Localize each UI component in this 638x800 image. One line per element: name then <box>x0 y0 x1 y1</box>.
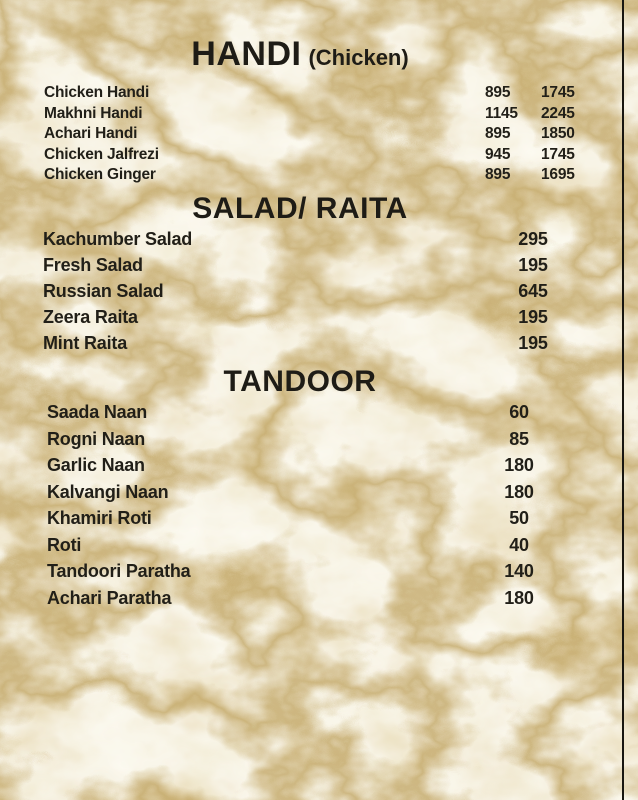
item-name: Chicken Handi <box>44 84 150 102</box>
item-name: Fresh Salad <box>43 255 143 275</box>
item-price: 85 <box>509 428 529 449</box>
salad-item-list <box>0 227 638 357</box>
item-price: 195 <box>518 333 548 353</box>
item-name: Zeera Raita <box>43 307 138 327</box>
tandoor-item-list <box>0 400 638 612</box>
item-price: 180 <box>504 587 534 608</box>
item-name: Chicken Ginger <box>44 166 156 184</box>
menu-item-row <box>0 400 638 427</box>
item-price-1: 1145 <box>485 104 518 122</box>
menu-item-row <box>0 83 638 104</box>
menu-item-row <box>0 124 638 145</box>
item-price: 40 <box>509 534 529 555</box>
item-name: Rogni Naan <box>47 428 146 449</box>
menu-item-row <box>0 532 638 559</box>
item-name: Roti <box>47 534 82 555</box>
menu-item-row <box>0 479 638 506</box>
item-name: Mint Raita <box>43 333 128 353</box>
item-price: 180 <box>504 481 534 502</box>
item-name: Garlic Naan <box>47 455 145 476</box>
menu-item-row <box>0 331 638 357</box>
section-title-salad-raita: SALAD/ RAITA <box>192 191 408 225</box>
item-name: Khamiri Roti <box>47 508 152 529</box>
item-price-2: 1745 <box>541 145 575 163</box>
item-price: 295 <box>518 229 548 249</box>
item-price-1: 895 <box>485 125 511 143</box>
item-name: Kachumber Salad <box>43 229 193 249</box>
item-price: 195 <box>518 255 548 275</box>
section-tandoor <box>0 364 638 612</box>
menu-item-row <box>0 426 638 453</box>
item-price-2: 1850 <box>541 125 575 143</box>
menu-item-row <box>0 253 638 279</box>
section-title-handi <box>0 34 600 78</box>
item-price-1: 945 <box>485 145 511 163</box>
item-price: 195 <box>518 307 548 327</box>
menu-item-row <box>0 165 638 186</box>
item-price: 50 <box>509 508 529 529</box>
item-price-1: 895 <box>485 166 511 184</box>
item-name: Russian Salad <box>43 281 164 301</box>
item-price: 140 <box>504 561 534 582</box>
menu-item-row <box>0 227 638 253</box>
menu-item-row <box>0 585 638 612</box>
item-price-2: 1745 <box>541 84 575 102</box>
item-price: 60 <box>509 402 529 423</box>
item-name: Tandoori Paratha <box>47 561 191 582</box>
item-name: Achari Handi <box>44 125 138 143</box>
item-price-1: 895 <box>485 84 511 102</box>
item-price: 645 <box>518 281 548 301</box>
section-subtitle-chicken: (Chicken) <box>308 45 409 70</box>
item-price: 180 <box>504 455 534 476</box>
item-name: Saada Naan <box>47 402 148 423</box>
section-salad-raita <box>0 191 638 357</box>
menu-item-row <box>0 279 638 305</box>
item-name: Kalvangi Naan <box>47 481 169 502</box>
handi-item-list <box>0 83 638 186</box>
item-name: Chicken Jalfrezi <box>44 145 159 163</box>
menu-item-row <box>0 104 638 125</box>
item-name: Achari Paratha <box>47 587 172 608</box>
section-title-tandoor: TANDOOR <box>223 364 377 398</box>
menu-item-row <box>0 145 638 166</box>
menu-item-row <box>0 453 638 480</box>
item-name: Makhni Handi <box>44 104 143 122</box>
section-handi <box>0 34 638 186</box>
menu-item-row <box>0 305 638 331</box>
menu-item-row <box>0 559 638 586</box>
item-price-2: 1695 <box>541 166 575 184</box>
menu-item-row <box>0 506 638 533</box>
section-title-handi-text: HANDI <box>191 35 302 73</box>
item-price-2: 2245 <box>541 104 575 122</box>
